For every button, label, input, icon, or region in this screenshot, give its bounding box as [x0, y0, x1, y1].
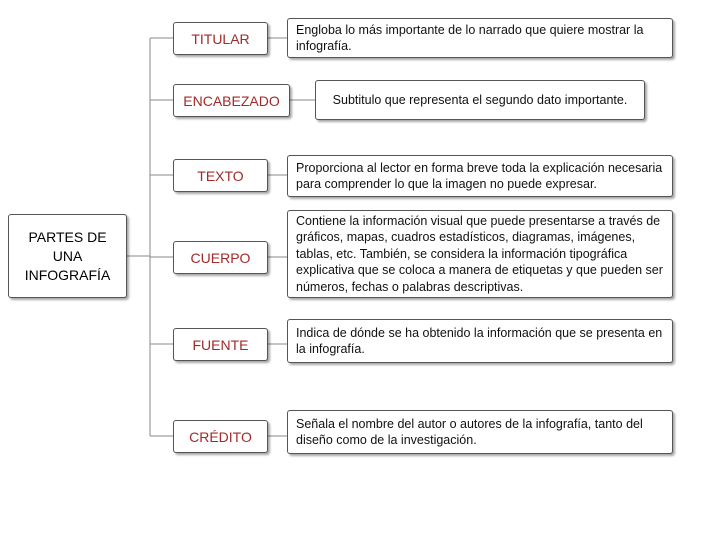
- description-text: Proporciona al lector en forma breve toda la explicación necesaria para comprender lo que la imagen no puede expresar.: [296, 160, 663, 191]
- description-cuerpo: [287, 210, 673, 298]
- description-fuente: [287, 319, 673, 363]
- description-texto: [287, 155, 673, 197]
- part-fuente: [173, 328, 268, 361]
- part-label: TEXTO: [197, 167, 244, 184]
- description-credito: [287, 410, 673, 454]
- part-label: TITULAR: [191, 30, 250, 47]
- description-text: Engloba lo más importante de lo narrado que quiere mostrar la infografía.: [296, 22, 644, 53]
- description-text: Señala el nombre del autor o autores de la infografía, tanto del diseño como de la investigación.: [296, 416, 643, 447]
- part-label: FUENTE: [192, 336, 249, 353]
- description-text: Subtitulo que representa el segundo dato importante.: [332, 92, 628, 107]
- root-node: [8, 214, 127, 298]
- part-credito: [173, 420, 268, 453]
- part-label: ENCABEZADO: [183, 92, 280, 109]
- part-titular: [173, 22, 268, 55]
- description-text: Contiene la información visual que puede presentarse a través de gráficos, mapas, cuadros estadísticos, diagramas, imágenes, tablas, etc. También, se considera la información tipográfica explicativa que se coloca a manera de etiquetas y que pueden ser números, fechas o palabras descriptivas.: [296, 213, 663, 294]
- part-label: CRÉDITO: [189, 428, 252, 445]
- part-encabezado: [173, 84, 290, 117]
- description-text: Indica de dónde se ha obtenido la información que se presenta en la infografía.: [296, 325, 663, 356]
- part-cuerpo: [173, 241, 268, 274]
- part-label: CUERPO: [190, 249, 251, 266]
- description-encabezado: [315, 80, 645, 120]
- part-texto: [173, 159, 268, 192]
- root-label: PARTES DE UNA INFOGRAFÍA: [24, 228, 111, 283]
- description-titular: [287, 18, 673, 58]
